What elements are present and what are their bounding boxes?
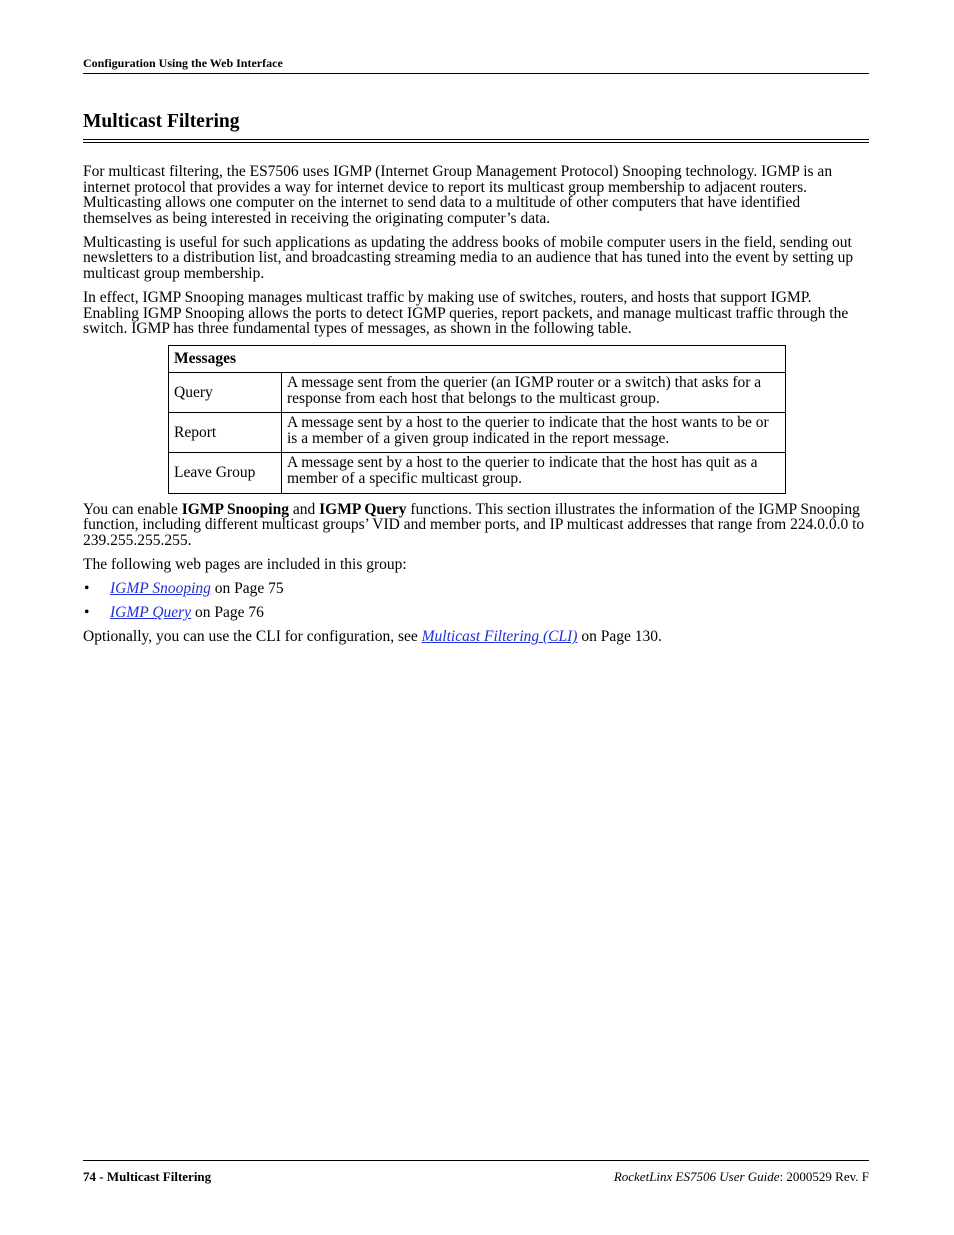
paragraph-uses: Multicasting is useful for such applications as updating the address books of mobile computer users in the field, sending out newsletters to a distribution list, and broadcasting streaming media to an audience that has tuned into the event by setting up multicast group membership.: [83, 233, 854, 283]
section-title: Multicast Filtering: [83, 111, 240, 132]
table-row: [169, 453, 786, 493]
paragraph-enable: [83, 502, 869, 549]
header-rule: [83, 73, 869, 74]
table-row: [169, 413, 786, 453]
cli-prefix: Optionally, you can use the CLI for configuration, see: [83, 628, 422, 646]
footer-rule: [83, 1160, 869, 1161]
table-term-cell: Query: [169, 373, 282, 413]
table-term-cell: Leave Group: [169, 453, 282, 493]
cli-suffix: on Page 130.: [577, 628, 662, 646]
table-description-cell: A message sent from the querier (an IGMP router or a switch) that asks for a response from each host that belongs to the multicast group.: [282, 373, 786, 413]
list-item: [83, 581, 869, 597]
footer-doc-info: [614, 1169, 869, 1185]
paragraph-intro: For multicast filtering, the ES7506 uses IGMP (Internet Group Management Protocol) Snooping technology. IGMP is an internet protocol that provides a way for internet device to report its multicast group membership to adjacent routers. Multicasting allows one computer on the internet to send data to a multitude of other computers that have identified themselves as being interested in receiving the originating computer’s data.: [83, 163, 833, 227]
multicast-filtering-cli-link[interactable]: Multicast Filtering (CLI): [421, 628, 578, 646]
table-description-cell: A message sent by a host to the querier to indicate that the host has quit as a member of a specific multicast group.: [282, 453, 786, 493]
messages-table: [168, 345, 786, 493]
footer-doc-number: : 2000529 Rev. F: [779, 1169, 869, 1184]
bullet-icon: •: [84, 604, 90, 622]
bullet-icon: •: [84, 579, 90, 597]
paragraph-snooping: In effect, IGMP Snooping manages multicast traffic by making use of switches, routers, and hosts that support IGMP. Enabling IGMP Snooping allows the ports to detect IGMP queries, report packets, and manage multicast traffic through the switch. IGMP has three fundamental types of messages, as shown in the following table.: [83, 289, 849, 338]
table-term-cell: Report: [169, 413, 282, 453]
footer-page-label: 74 - Multicast Filtering: [83, 1169, 212, 1184]
table-description-cell: A message sent by a host to the querier to indicate that the host wants to be or is a member of a given group indicated in the report message.: [282, 413, 786, 453]
table-header-row: [169, 346, 786, 373]
igmp-snooping-link[interactable]: IGMP Snooping: [110, 579, 211, 597]
running-header: Configuration Using the Web Interface: [83, 56, 283, 70]
table-header-cell: Messages: [169, 346, 786, 373]
page-reference: on Page 75: [210, 579, 284, 597]
web-pages-list: [83, 581, 869, 621]
enable-mid: and: [288, 500, 320, 518]
igmp-query-term: IGMP Query: [319, 500, 407, 518]
paragraph-pages-intro: The following web pages are included in this group:: [83, 555, 407, 573]
paragraph-cli: [83, 629, 869, 645]
enable-suffix: functions. This section illustrates the information of the IGMP Snooping function, including different multicast groups’ VID and member ports, and IP multicast addresses that range from 224.0.0.0 to 239.255.255.255.: [83, 500, 865, 549]
enable-prefix: You can enable: [83, 500, 182, 518]
title-double-rule: [83, 139, 869, 143]
igmp-snooping-term: IGMP Snooping: [181, 500, 289, 518]
table-row: [169, 373, 786, 413]
list-item: [83, 605, 869, 621]
page-reference: on Page 76: [191, 604, 264, 622]
body-content: [83, 164, 869, 653]
igmp-query-link[interactable]: IGMP Query: [110, 604, 192, 622]
footer-product-name: RocketLinx ES7506 User Guide: [613, 1169, 780, 1184]
